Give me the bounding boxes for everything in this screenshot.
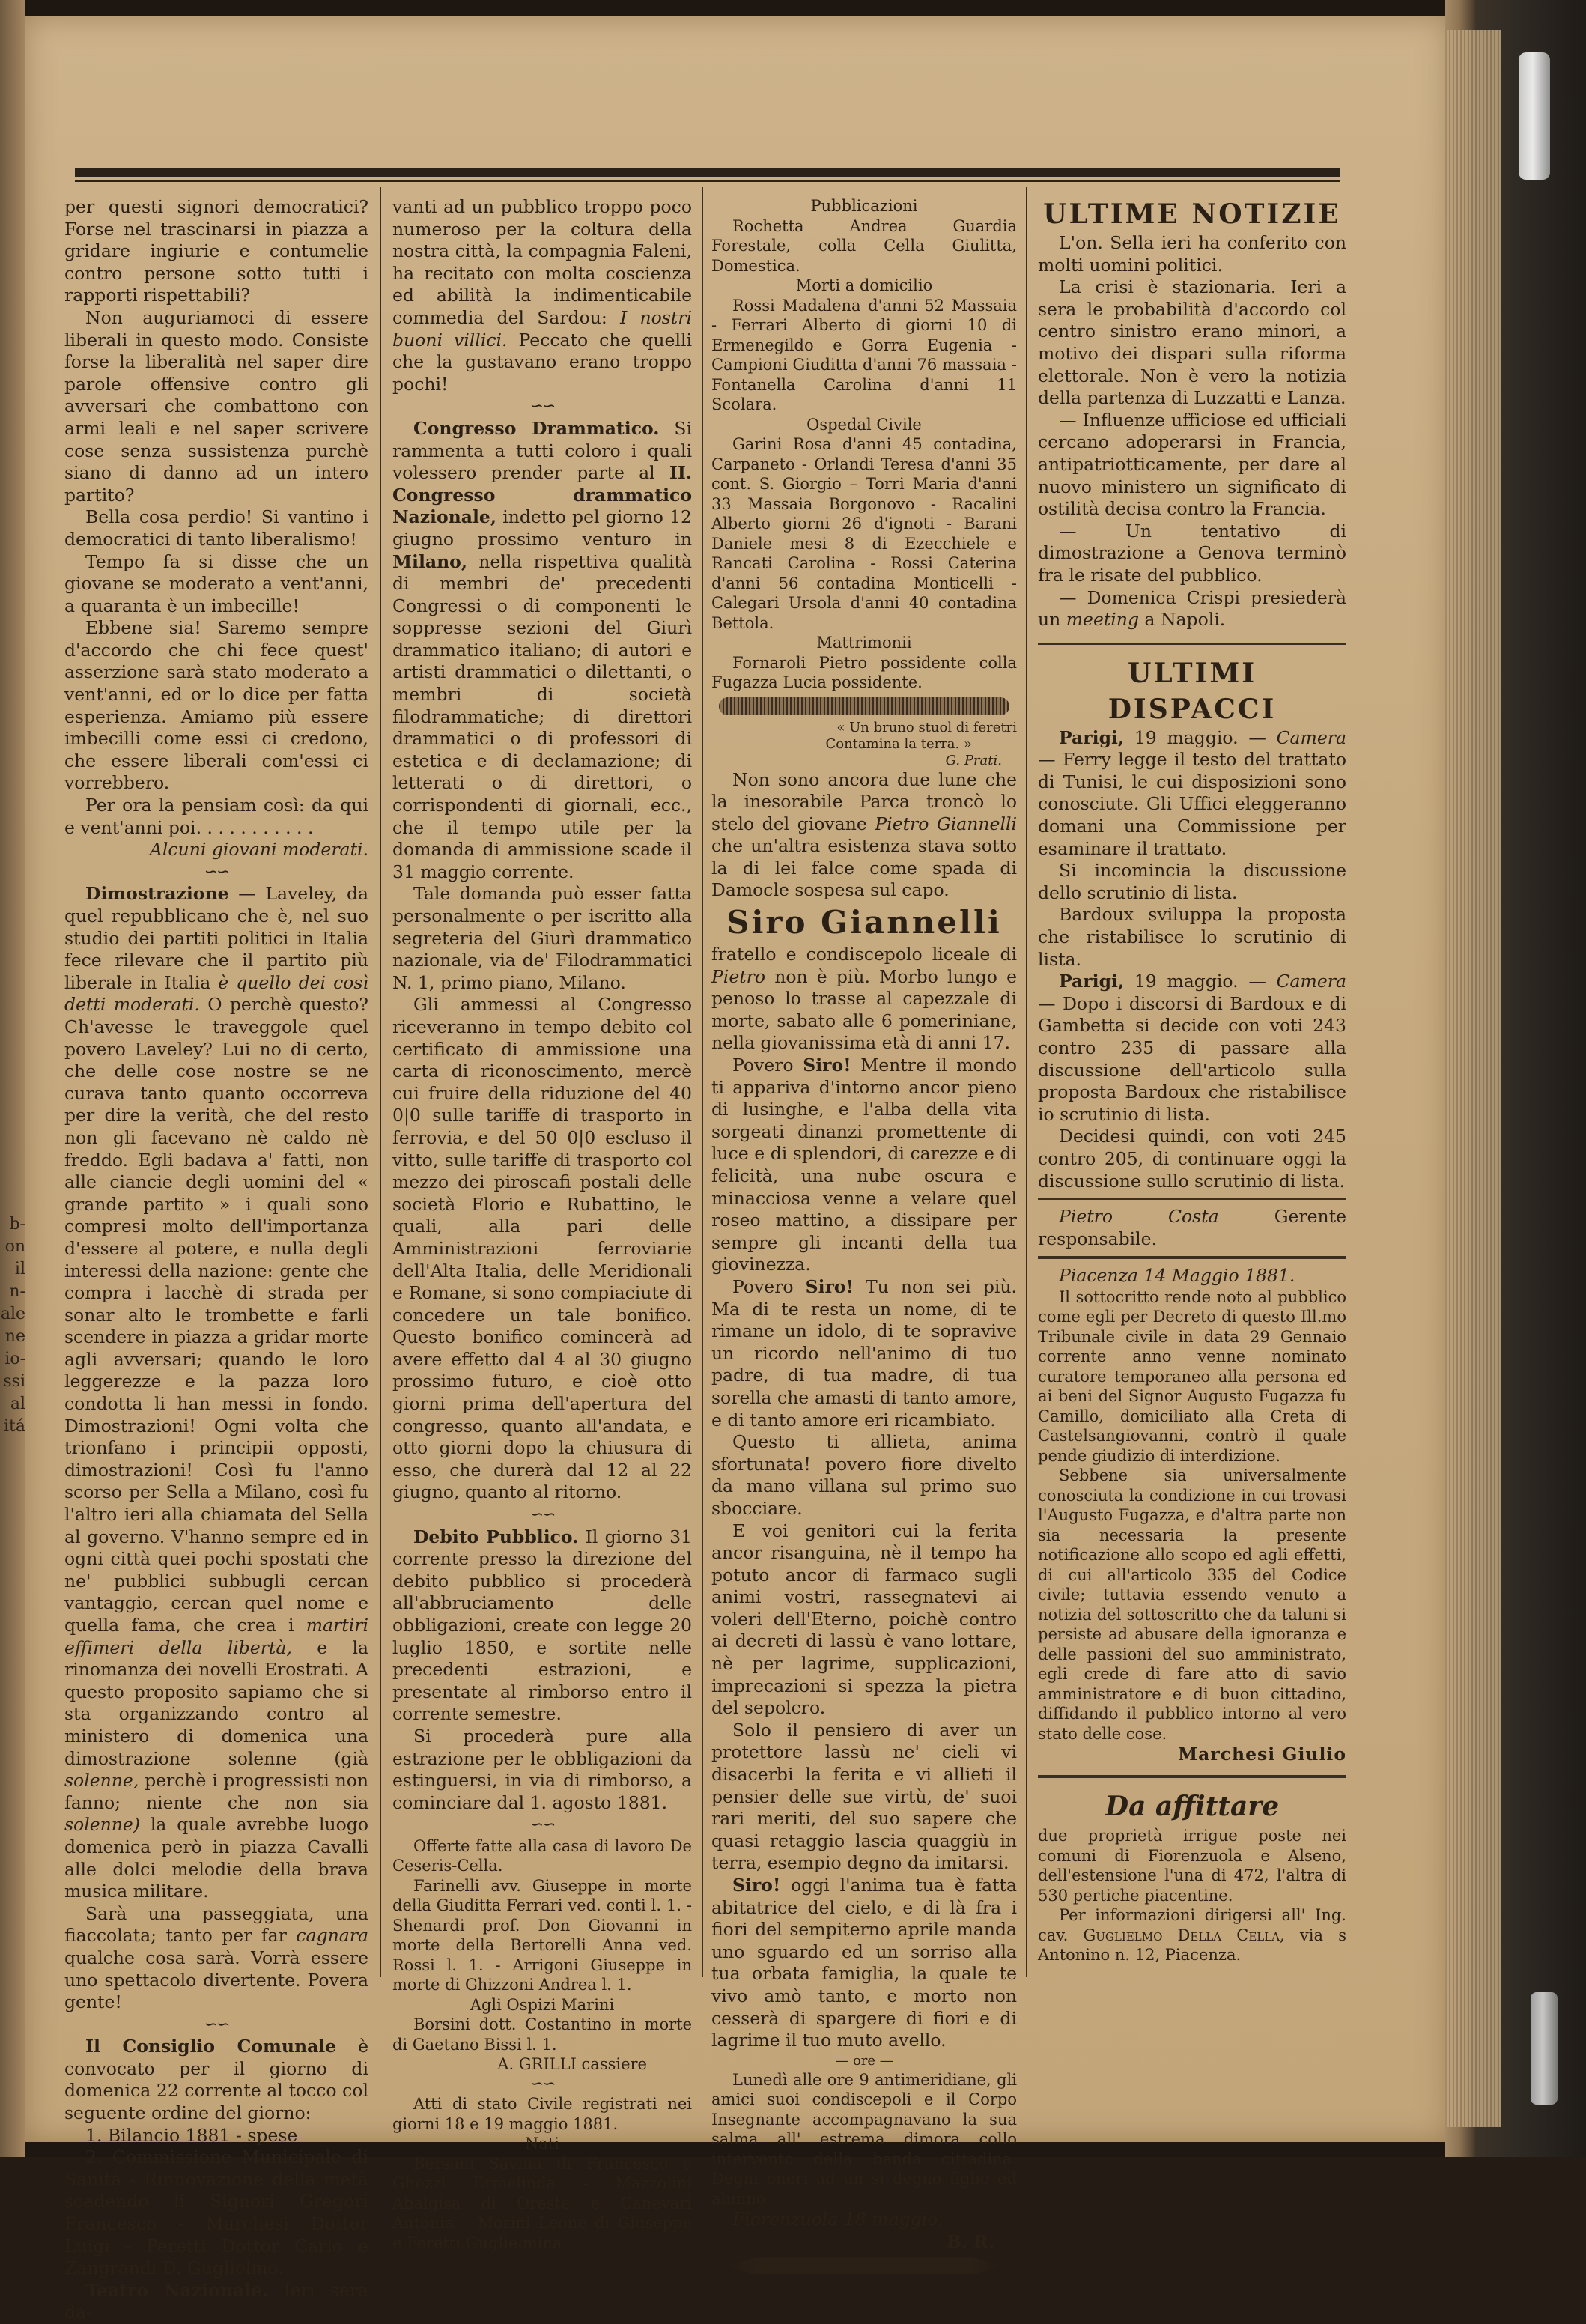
text-bold: Siro! (803, 1055, 851, 1076)
text: Sarà una passeggiata, una fiaccolata; tanto per far (64, 1902, 368, 1947)
fleuron-icon: ∽∽ (204, 2015, 229, 2034)
ad-paragraph (1038, 1905, 1346, 1965)
text-bold: Milano, (392, 550, 468, 572)
dispatch: Bardoux sviluppa la proposta che ristabilisce lo scrutinio di lista. (1038, 904, 1346, 970)
ornament-divider (719, 697, 1009, 715)
divider-line (1038, 643, 1346, 645)
column-rule (1026, 187, 1027, 1977)
epigraph-line: « Un bruno stuol di feretri (836, 719, 1017, 735)
metal-clip (1519, 52, 1550, 180)
text-italic: Pietro Giannelli (875, 813, 1017, 834)
fragment: n- (9, 1282, 25, 1301)
dispatch: Decidesi quindi, con voti 245 contro 205, di continuare oggi la discussione sullo scrutinio di lista. (1038, 1126, 1346, 1192)
divider: — ore — (835, 2052, 893, 2069)
paragraph: Lunedì alle ore 9 antimeridiane, gli amici suoi condiscepoli e il Corpo Insegnante accompagnavano la sua salma all' estrema dimora collo intervento della banda cittadina. Degni onori ad un sì degno figlio ed alunno. (711, 2070, 1017, 2208)
signature: Alcuni giovani moderati. (149, 839, 368, 861)
paragraph: Tempo fa si disse che un giovane se moderato a vent'anni, a quaranta è un imbecille! (64, 550, 368, 616)
paragraph: Rochetta Andrea Guardia Forestale, colla Cella Giulitta, Domestica. (711, 216, 1017, 275)
fleuron-icon: ∽∽ (529, 1505, 555, 1525)
page-edges (1447, 30, 1501, 2127)
paragraph (711, 1055, 1017, 1276)
fragment: on (4, 1237, 25, 1256)
paragraph: per questi signori democratici? Forse nel trascinarsi in piazza a gridare ingiurie e contumelie contro persone sotto tutti i rapporti rispettabili? (64, 196, 368, 306)
text-bold: Parigi, (1059, 971, 1125, 992)
text: via s Antonino n. 12, Piacenza. (1038, 1926, 1346, 1965)
notice-paragraph: Il sottocritto rende noto al pubblico come egli per Decreto di questo Ill.mo Tribunale civile in data 29 Gennaio corrente anno venne nominato curatore temporaneo alla persona ed ai beni del Signor Augusto Fugazza fu Camillo, domiciliato alla Creta di Castelsangiovanni, contrò il quale pende giudizio di interdizione. (1038, 1287, 1346, 1465)
ornament-divider (726, 2257, 1002, 2274)
notice-paragraph: Sebbene sia universalmente conosciuta la condizione in cui trovasi l'Augusto Fugazza, e d'altra parte non sia necessaria la presente notificazione allo scopo ed agli effetti, di cui all'articolo 335 del Codice civile; tuttavia essendo venuto a notizia del sottoscritto che da taluni si persiste ad abusare della ignoranza e delle passioni del suo amministrato, egli crede di fare atto di savio amministratore e di buon cittadino, diffidando il pubblico intorno al vero stato delle cose. (1038, 1466, 1346, 1743)
article-consiglio (64, 2036, 368, 2124)
text: e la rinomanza dei novelli Erostrati. A questo proposito sapiamo che si sta organizzando contro al ministero di domenica una dimostrazione solenne (già (64, 1636, 368, 1769)
paragraph (711, 944, 1017, 1055)
text: Non sono ancora due lune che la inesorabile Parca troncò lo stelo del giovane (711, 768, 1017, 834)
text: vanti ad un pubblico troppo poco numeroso per la coltura della nostra città, la compagnia Faleni, ha recitato con molta coscienza ed abilità la indimenticabile commedia del Sardou: (392, 196, 692, 328)
text: O perchè questo? Ch'avesse le traveggole quel povero Laveley? Lui no di certo, che delle cose nostre se ne curava tanto quanto occorreva per dire la verità, che del resto non gli facevano nè caldo nè freddo. Egli badava a' fatti, non alle ciancie degli uomini del « grande partito » i quali sono compresi molto dell'importanza d'essere al potere, e nulla degli interessi della nazione: gente che compra i lacchè di strada per sonar alto le trombette e farli scendere in piazza a gridar morte agli avversari; quando le loro leggerezze e la pazza loro condotta li han messi in fondo. Dimostrazioni! Ogni volta che trionfano i principii opposti, dimostrazioni! Così fu l'anno scorso per Sella a Milano, così fu l'altro ieri alla chiamata del Sella al governo. V'hanno sempre ed in ogni città quei pochi spostati che ne' pubblici subbugli cercan vantaggio, cercan quel nome e quella fama, che crea i (64, 994, 368, 1636)
news-item: — Influenze ufficiose ed ufficiali cercano adoperarsi in Francia, antipatriotticamente, per dare al nuovo ministero un significato di ostilità decisa contro la Francia. (1038, 409, 1346, 520)
text: Peccato che quelli che la gustavano erano troppo pochi! (392, 329, 692, 395)
fleuron-icon: ∽∽ (529, 1815, 555, 1835)
fragment: al (10, 1395, 25, 1413)
text: la quale avrebbe luogo domenica però in piazza Cavalli alle dolci melodie della brava musica militare. (64, 1814, 368, 1902)
article-title: Congresso Drammatico. (413, 417, 660, 439)
section-head: Morti a domicilio (795, 276, 933, 294)
text-italic: I nostri buoni villici. (392, 306, 692, 351)
paragraph: Si procederà pure alla estrazione per le obbligazioni da estinguersi, in via di rimborso, a cominciare dal 1. agosto 1881. (392, 1725, 692, 1813)
text: 19 maggio. — (1124, 971, 1277, 992)
paragraph: Garini Rosa d'anni 45 contadina, Carpaneto - Orlandi Teresa d'anni 35 cont. S. Giorgio – Torri Maria d'anni 33 Massaia Borgonovo - Racalini Alberto giorni 26 d'ignoti - Barani Daniele mesi 8 di Ezecchiele e Rancati Carolina - Rossi Caterina d'anni 56 contadina Monticelli - Calegari Ursola d'anni 40 contadina Bettola. (711, 435, 1017, 632)
paragraph (64, 1903, 368, 2014)
fragment: io- (4, 1350, 25, 1368)
previous-page-fragments (0, 1213, 25, 1438)
text: nella rispettiva qualità di membri de' precedenti Congressi o di componenti le soppresse sezioni del Giurì drammatico italiano; di autori e artisti drammatici o dilettanti, o membri di società filodrammatiche; di direttori drammatici o di professori di estetica e di declamazione; di letterati o di direttori, o corrispondenti di giornali, ecc., che il tempo utile per la domanda di ammissione scade il 31 maggio corrente. (392, 550, 692, 882)
paragraph: Fornaroli Pietro possidente colla Fugazza Lucia possidente. (711, 653, 1017, 691)
text-italic: cagnara (296, 1925, 368, 1947)
text: — Dopo i discorsi di Bardoux e di Gambetta si decide con voti 243 contro 235 di passare alla discussione dell'articolo sulla proposta Bardoux che ristabilisce io scrutinio di lista. (1038, 992, 1346, 1125)
text: Si rammenta a tutti coloro i quali volessero prender parte al (392, 417, 692, 484)
article-teatro (64, 2280, 368, 2324)
paragraph: Solo il pensiero di aver un protettore lassù ne' cieli vi disacerbi la ferita e vi allieti il pensier delle sue virtù, de' suoi rari meriti, del suo sapere che quasi retaggio lascia quaggiù in terra, esempio degno da imitarsi. (711, 1719, 1017, 1874)
text-bold: Siro! (732, 1875, 781, 1896)
text: Tu non sei più. Ma di te resta un nome, di te rimane un idolo, di te sopravive un ricordo nell'animo di tuo padre, di tua madre, di tua sorella che amasti di tanto amore, e di tanto amore eri ricambiato. (711, 1275, 1017, 1430)
agenda-item: 2. Commissione Municipale di Sanità - Rinnovazione della metà scadendo li Signori Gregori Francesco - Marchesi Dottor Luigi - Peretti Dottor Carlo e Zangrandi D. Guglielmo. (64, 2146, 368, 2279)
text: Il giorno 31 corrente presso la direzione del debito pubblico si procederà all'abbruciamento delle obbligazioni, create con legge 20 luglio 1850, e sortite nelle precedenti estrazioni, e presentate al rimborso entro il corrente semestre. (392, 1526, 692, 1725)
divider-line (1038, 1256, 1346, 1259)
paragraph: Questo ti allieta, anima sfortunata! povero fiore diveltο da mano villana sul primo suo sbocciare. (711, 1431, 1017, 1519)
place-date: Fiorenzuola 18 maggio. (732, 2209, 944, 2230)
text-smallcaps: Guglielmo Della Cella, (1083, 1926, 1285, 1944)
paragraph: Per ora la pensiam così: da qui e vent'anni poi. . . . . . . . . . . (64, 795, 368, 838)
article-title: Teatro Nazionale. (85, 2279, 269, 2301)
text-italic: Camera (1276, 726, 1346, 748)
text: — Domenica Crispi presiederà un (1038, 586, 1346, 631)
text-italic: solenne) (64, 1814, 140, 1836)
obituary-title: Siro Giannelli (726, 904, 1002, 941)
text: fratello e condiscepolo liceale di (711, 944, 1017, 965)
text-bold: Siro! (805, 1275, 854, 1297)
article-title: Dimostrazione (85, 883, 229, 905)
ad-title: Da affittare (1105, 1791, 1280, 1823)
fragment: itá (4, 1417, 25, 1436)
paragraph: Bella cosa perdio! Si vantino i democratici di tanto liberalismo! (64, 506, 368, 550)
divider-line (1038, 1775, 1346, 1778)
text: — Ferry legge il testo del trattato di Tunisi, le cui disposizioni sono conosciute. Gli Uffici eleggeranno domani una Commissione per esaminare il trattato. (1038, 749, 1346, 859)
dispatch (1038, 971, 1346, 1126)
metal-clip-bottom (1531, 1992, 1558, 2105)
top-rule (75, 168, 1340, 177)
text: 19 maggio. — (1124, 726, 1277, 748)
text: che un'altra esistenza stava sotto la di lei falce come spada di Damocle sospesa sul capo. (711, 835, 1017, 901)
text-bold: Parigi, (1059, 726, 1125, 748)
article-dimostrazione (64, 883, 368, 1902)
fragment: b- (9, 1215, 25, 1234)
paragraph: Borsini dott. Costantino in morte di Gaetano Bissi l. 1. (392, 2015, 692, 2054)
section-head: Mattrimonii (816, 634, 912, 652)
cashier-sign: A. GRILLI cassiere (497, 2055, 647, 2074)
dispatch: Si incomincia la discussione dello scrutinio di lista. (1038, 860, 1346, 903)
text-italic: Pietro Costa (1059, 1206, 1219, 1228)
article-title: Debito Pubblico. (413, 1526, 579, 1547)
text: indetto pel giorno 12 giugno prossimo venturo in (392, 506, 692, 550)
text-italic: è quello dei così detti moderati. (64, 971, 368, 1016)
notice-signature: Marchesi Giulio (1178, 1744, 1346, 1765)
dispatch (1038, 727, 1346, 861)
section-head: Pubblicazioni (810, 197, 918, 215)
section-title: ULTIMI DISPACCI (1108, 657, 1277, 725)
text: perchè i progressisti non fanno; niente che non sia (64, 1770, 368, 1813)
paragraph (711, 769, 1017, 902)
top-rule-thin (75, 180, 1340, 182)
column-rule (380, 187, 381, 1977)
paragraph: Ebbene sia! Saremo sempre d'accordo che chi fece quest' asserzione sarà stato moderato a vent'anni, ed or lo dice per fatta esperienza. Amiamo più essere imbecilli come essi ci credono, che essere liberali com'essi ci vorrebbero. (64, 617, 368, 794)
column-1 (64, 196, 368, 2324)
fleuron-icon: ∽∽ (204, 862, 229, 882)
text: qualche cosa sarà. Vorrà essere uno spettacolo divertente. Povera gente! (64, 1947, 368, 2013)
text-italic: Pietro (711, 965, 766, 987)
text: è convocato per il giorno di domenica 22 corrente al tocco col seguente ordine del giorno: (64, 2036, 368, 2124)
previous-page-edge (0, 0, 25, 2157)
article-congresso (392, 418, 692, 883)
paragraph: Non auguriamoci di essere liberali in questo modo. Consiste forse la liberalità nel saper dire parole offensive contro gli avversari che combattono con armi leali e nel saper scrivere cose senza sussistenza purchè siano di danno ad un intero partito? (64, 306, 368, 506)
column-2 (392, 196, 692, 2253)
news-item: La crisi è stazionaria. Ieri a sera le probabilità d'accordo col centro sinistro erano minori, a motivo dei dispari sulla riforma elettorale. Non è vero la notizia della partenza di Luzzatti e Lanza. (1038, 276, 1346, 409)
agenda-item: 1. Bilancio 1881 - spese (85, 2124, 298, 2146)
epigraph-author: G. Prati. (945, 752, 1002, 768)
paragraph: Bersani Savina di Francesco e Ghezzi Ermelinda - Mazzolini Abalgisa di Oreste e Canevari Antonia – Morini Leone di Giuseppe e Feretti Guglielmina. (392, 2154, 692, 2252)
section-head: Agli Ospizi Marini (470, 1995, 615, 2014)
text: Ieri sera da- (64, 2279, 368, 2323)
epigraph-line: Contamina la terra. » (825, 735, 972, 752)
column-4 (1038, 196, 1346, 1965)
paragraph (392, 196, 692, 395)
paragraph: E voi genitori cui la ferita ancor risanguina, nè il tempo ha potuto ancor di farmaco sugli animi vostri, rassegnatevi ai voleri dell'Eterno, poichè contro ai decreti di lassù è vano lottare, nè per lagrime, supplicazioni, imprecazioni si spezza la pietra del sepolcro. (711, 1520, 1017, 1719)
fleuron-icon: ∽∽ (529, 397, 555, 416)
news-item: L'on. Sella ieri ha conferito con molti uomini politici. (1038, 232, 1346, 276)
paragraph: Gli ammessi al Congresso riceveranno in tempo debito col certificato di ammissione una carta di riconoscimento, mercè cui fruire della riduzione del 40 0|0 sulle tariffe di trasporto in ferrovia, e del 50 0|0 escluso il vitto, sulle tariffe di trasporto col mezzo dei piroscafi postali delle società Florio e Rubattino, le quali, alla pari delle Amministrazioni ferroviarie dell'Alta Italia, delle Meridionali e Romane, si sono compiaciute di concedere un tale bonifico. Questo bonifico comincerà ad avere effetto dal 4 al 30 giugno prossimo futuro, e cioè otto giorni prima dell'apertura del congresso, quanto all'andata, e otto giorni dopo la chiusura di esso, che durerà dal 12 al 22 giugno, quanto al ritorno. (392, 994, 692, 1503)
text: oggi l'anima tua è fatta abitatrice del cielo, e di là fra i fiori del sempiterno aprile manda uno sguardo ed un sorriso alla tua orbata famiglia, la quale te vivo amò tanto, e morto non cesserà di spargere di fiori e di lagrime il tuo muto avello. (711, 1875, 1017, 2051)
paragraph (711, 1276, 1017, 1431)
text-italic: meeting (1066, 609, 1139, 631)
text-italic: Camera (1276, 971, 1346, 992)
text: — Laveley, da quel repubblicano che è, nel suo studio dei partiti politici in Italia fece rilevare che il partito più liberale in Italia (64, 883, 368, 993)
column-3 (711, 196, 1017, 2278)
article-debito (392, 1526, 692, 1726)
paragraph: Rossi Madalena d'anni 52 Massaia - Ferrari Alberto di giorni 10 di Ermenegildo e Gorra Eugenia - Campioni Giuditta d'anni 76 massaia - Fontanella Carolina d'anni 11 Scolara. (711, 296, 1017, 413)
text: Per informazioni dirigersi all' Ing. cav. (1038, 1906, 1346, 1944)
section-head: Atti di stato Civile registrati nei giorni 18 e 19 maggio 1881. (392, 2095, 692, 2133)
fragment: ale (0, 1305, 25, 1323)
text-italic: solenne, (64, 1770, 139, 1791)
section-title: ULTIME NOTIZIE (1043, 198, 1341, 230)
notice-date: Piacenza 14 Maggio 1881. (1059, 1265, 1295, 1287)
paragraph: Tale domanda può esser fatta personalmente o per iscritto alla segreteria del Giurì drammatico nazionale, via de' Filodrammatici N. 1, primo piano, Milano. (392, 883, 692, 993)
text: Gerente responsabile. (1038, 1206, 1346, 1249)
fleuron-icon: ∽∽ (529, 2074, 555, 2093)
text-italic: martiri effimeri della libertà, (64, 1615, 368, 1658)
section-head: Nati (524, 2135, 560, 2153)
article-title: Il Consiglio Comunale (85, 2036, 337, 2057)
column-rule (702, 187, 703, 1977)
fragment: il (14, 1260, 25, 1278)
paragraph (711, 1875, 1017, 2052)
divider-line (1038, 1198, 1346, 1200)
section-head: Offerte fatte alla casa di lavoro De Ceseris-Cella. (392, 1836, 692, 1875)
text: Povero (732, 1275, 806, 1297)
text: a Napoli. (1139, 609, 1226, 631)
news-item (1038, 587, 1346, 631)
paragraph: Farinelli avv. Giuseppe in morte della Giuditta Ferrari ved. conti l. 1. - Shenardi prof. Don Giovanni in morte della Bertorelli Anna ved. Rossi l. 1. - Arrigoni Giuseppe in morte di Ghizzoni Andrea l. 1. (392, 1876, 692, 1994)
text: Povero (732, 1055, 803, 1076)
section-head: Ospedal Civile (806, 415, 922, 434)
initials: B. R. (947, 2230, 994, 2252)
gerente-line (1038, 1206, 1346, 1250)
fragment: ne (4, 1327, 25, 1346)
text: non è più. Morbo lungo e penoso lo trasse al capezzale di morte, sabato alle 6 pomeriniane, nella giovanissima età di anni 17. (711, 965, 1017, 1054)
text-bold: II. Congresso drammatico Nazionale, (392, 462, 692, 528)
ad-paragraph: due proprietà irrigue poste nei comuni di Fiorenzuola e Alseno, dell'estensione l'una di 472, l'altra di 530 pertiche piacentine. (1038, 1827, 1346, 1905)
fragment: ssi (3, 1372, 25, 1391)
text: Mentre il mondo ti appariva d'intorno ancor pieno di lusinghe, e l'alba della vita sorgeati dinanzi promettente di luce e di splendori, di carezze e di felicità, una nube oscura e minacciosa venne a velare quel roseo mattino, a dissipare per sempre gli incanti della tua giovinezza. (711, 1055, 1018, 1275)
news-item: — Un tentativo di dimostrazione a Genova terminò fra le risate del pubblico. (1038, 520, 1346, 586)
